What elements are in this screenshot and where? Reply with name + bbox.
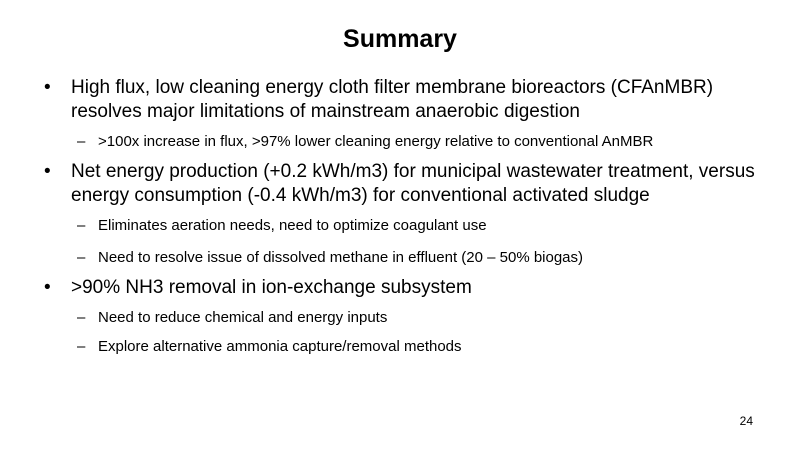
sub-bullet-text: Explore alternative ammonia capture/removal methods — [98, 338, 462, 355]
bullet-item-3 — [44, 276, 774, 300]
slide-title: Summary — [343, 25, 457, 53]
sub-bullet-item — [44, 308, 774, 328]
bullet-text: Net energy production (+0.2 kWh/m3) for municipal wastewater treatment, versus energy consumption (-0.4 kWh/m3) for conventional activated sludge — [71, 161, 755, 206]
sub-bullet-text: Eliminates aeration needs, need to optimize coagulant use — [98, 217, 487, 234]
sub-bullet-item — [44, 248, 774, 268]
sub-bullet-item — [44, 216, 774, 236]
bullet-marker: • — [44, 77, 51, 98]
sub-bullet-text: Need to resolve issue of dissolved methane in effluent (20 – 50% biogas) — [98, 249, 584, 266]
sub-bullet-marker: – — [77, 133, 86, 150]
sub-bullet-item — [44, 132, 774, 152]
bullet-marker: • — [44, 277, 51, 298]
sub-bullet-text: Need to reduce chemical and energy inputs — [98, 309, 388, 326]
sub-bullet-marker: – — [77, 338, 86, 355]
sub-bullet-marker: – — [77, 309, 86, 326]
bullet-text: High flux, low cleaning energy cloth filter membrane bioreactors (CFAnMBR) resolves major limitations of mainstream anaerobic digestion — [71, 77, 714, 122]
sub-bullet-text: >100x increase in flux, >97% lower cleaning energy relative to conventional AnMBR — [98, 133, 654, 150]
sub-bullet-marker: – — [77, 217, 86, 234]
bullet-marker: • — [44, 161, 51, 182]
page-number: 24 — [739, 414, 753, 428]
bullet-list — [44, 76, 774, 357]
bullet-text: >90% NH3 removal in ion-exchange subsystem — [71, 277, 472, 298]
sub-bullet-marker: – — [77, 249, 86, 266]
bullet-item-2 — [44, 160, 774, 208]
sub-bullet-item — [44, 337, 774, 357]
bullet-item-1 — [44, 76, 774, 124]
